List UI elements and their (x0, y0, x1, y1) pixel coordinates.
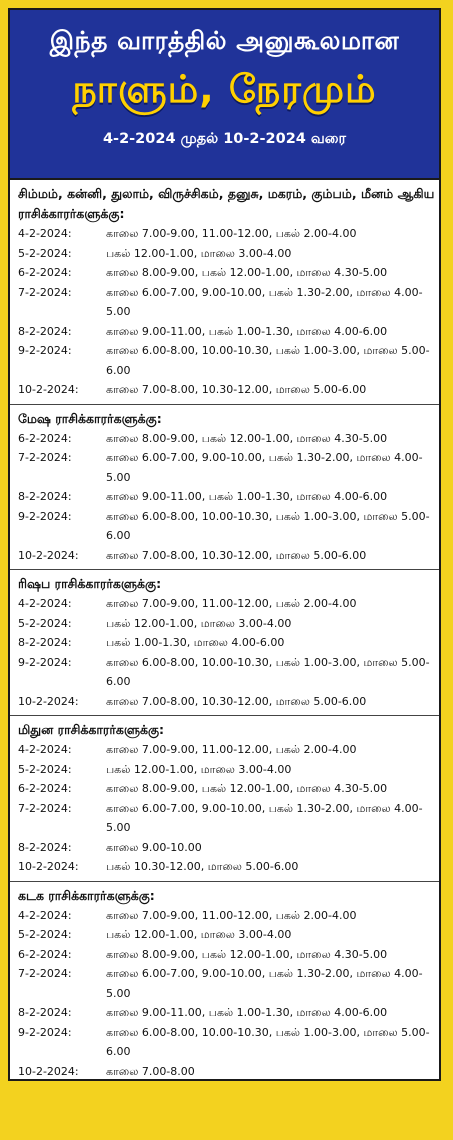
row-times: பகல் 12.00-1.00, மாலை 3.00-4.00 (106, 246, 292, 260)
row-times: காலை 9.00-10.00 (106, 840, 202, 854)
section-title: சிம்மம், கன்னி, துலாம், விருச்சிகம், தனுசு, மகரம், கும்பம், மீனம் ஆகிய ராசிக்காரர்களுக்கு: (18, 186, 435, 221)
row-times: பகல் 12.00-1.00, மாலை 3.00-4.00 (106, 928, 292, 941)
row-times: காலை 6.00-8.00, 10.00-10.30, பகல் 1.00-3.00, மாலை 5.00-6.00 (106, 344, 430, 377)
row-date: 10-2-2024: (18, 1064, 79, 1078)
schedule-row (18, 322, 439, 342)
row-times: காலை 6.00-7.00, 9.00-10.00, பகல் 1.30-2.00, மாலை 4.00-5.00 (106, 285, 423, 318)
row-times: காலை 7.00-9.00, 11.00-12.00, பகல் 2.00-4.00 (106, 227, 357, 240)
header-date-range: 4-2-2024 முதல் 10-2-2024 வரை (102, 131, 347, 147)
schedule-row (18, 594, 439, 614)
schedule-row (18, 1062, 439, 1082)
row-times: காலை 6.00-8.00, 10.00-10.30, பகல் 1.00-3.00, மாலை 5.00-6.00 (106, 509, 430, 542)
row-date: 5-2-2024: (18, 762, 72, 776)
row-date: 6-2-2024: (18, 266, 72, 279)
row-times: காலை 8.00-9.00, பகல் 12.00-1.00, மாலை 4.30-5.00 (106, 431, 388, 445)
row-date: 8-2-2024: (18, 490, 72, 503)
row-date: 9-2-2024: (18, 344, 72, 357)
row-times: பகல் 10.30-12.00, மாலை 5.00-6.00 (106, 860, 299, 873)
row-date: 6-2-2024: (18, 947, 72, 961)
row-date: 7-2-2024: (18, 967, 72, 980)
row-date: 5-2-2024: (18, 928, 72, 941)
schedule-row (18, 341, 439, 380)
header-line1: இந்த வாரத்தில் அனுகூலமான (49, 26, 400, 55)
row-date: 4-2-2024: (18, 597, 72, 610)
rasi-section (10, 405, 439, 571)
row-date: 7-2-2024: (18, 801, 72, 815)
row-date: 6-2-2024: (18, 782, 72, 795)
rasi-section (10, 180, 439, 405)
schedule-row (18, 614, 439, 634)
row-date: 7-2-2024: (18, 285, 72, 299)
row-date: 9-2-2024: (18, 1025, 72, 1039)
row-times: பகல் 1.00-1.30, மாலை 4.00-6.00 (106, 636, 285, 649)
schedule-row (18, 692, 439, 712)
row-times: காலை 9.00-11.00, பகல் 1.00-1.30, மாலை 4.00-6.00 (106, 1006, 388, 1019)
row-times: காலை 6.00-7.00, 9.00-10.00, பகல் 1.30-2.00, மாலை 4.00-5.00 (106, 801, 423, 834)
sections-container (10, 180, 439, 1081)
rasi-section (10, 882, 439, 1082)
schedule-row (18, 1023, 439, 1062)
schedule-row (18, 857, 439, 877)
row-date: 6-2-2024: (18, 431, 72, 445)
row-times: காலை 7.00-8.00, 10.30-12.00, மாலை 5.00-6.00 (106, 548, 367, 562)
row-times: காலை 6.00-8.00, 10.00-10.30, பகல் 1.00-3.00, மாலை 5.00-6.00 (106, 655, 430, 688)
schedule-row (18, 263, 439, 283)
row-times: பகல் 12.00-1.00, மாலை 3.00-4.00 (106, 762, 292, 776)
row-times: காலை 7.00-9.00, 11.00-12.00, பகல் 2.00-4.00 (106, 597, 357, 610)
row-date: 8-2-2024: (18, 636, 72, 649)
rasi-section (10, 570, 439, 716)
schedule-row (18, 964, 439, 1003)
row-date: 8-2-2024: (18, 840, 72, 854)
row-date: 10-2-2024: (18, 383, 79, 396)
schedule-row (18, 429, 439, 449)
schedule-row (18, 283, 439, 322)
row-times: காலை 8.00-9.00, பகல் 12.00-1.00, மாலை 4.30-5.00 (106, 266, 388, 279)
row-times: பகல் 12.00-1.00, மாலை 3.00-4.00 (106, 616, 292, 630)
row-times: காலை 7.00-8.00, 10.30-12.00, மாலை 5.00-6.00 (106, 383, 367, 396)
schedule-row (18, 448, 439, 487)
row-date: 7-2-2024: (18, 451, 72, 464)
section-title: மிதுன ராசிக்காரர்களுக்கு: (18, 722, 165, 737)
schedule-card (8, 8, 441, 1081)
row-date: 10-2-2024: (18, 694, 79, 708)
rasi-section (10, 716, 439, 882)
row-date: 5-2-2024: (18, 246, 72, 260)
row-times: காலை 6.00-8.00, 10.00-10.30, பகல் 1.00-3.00, மாலை 5.00-6.00 (106, 1025, 430, 1058)
schedule-row (18, 838, 439, 858)
schedule-row (18, 653, 439, 692)
row-times: காலை 6.00-7.00, 9.00-10.00, பகல் 1.30-2.00, மாலை 4.00-5.00 (106, 451, 423, 484)
section-title: ரிஷப ராசிக்காரர்களுக்கு: (18, 576, 162, 591)
schedule-row (18, 244, 439, 264)
schedule-row (18, 945, 439, 965)
header-banner (10, 10, 439, 180)
row-date: 9-2-2024: (18, 655, 72, 669)
row-times: காலை 7.00-8.00 (106, 1064, 195, 1078)
row-date: 4-2-2024: (18, 908, 72, 922)
row-times: காலை 8.00-9.00, பகல் 12.00-1.00, மாலை 4.30-5.00 (106, 947, 388, 961)
row-times: காலை 7.00-9.00, 11.00-12.00, பகல் 2.00-4.00 (106, 908, 357, 922)
schedule-row (18, 779, 439, 799)
schedule-row (18, 1003, 439, 1023)
schedule-row (18, 487, 439, 507)
schedule-row (18, 507, 439, 546)
row-times: காலை 6.00-7.00, 9.00-10.00, பகல் 1.30-2.00, மாலை 4.00-5.00 (106, 967, 423, 1000)
header-title: நாளும், நேரமும் (72, 67, 377, 111)
row-date: 4-2-2024: (18, 227, 72, 240)
schedule-row (18, 380, 439, 400)
schedule-row (18, 906, 439, 926)
schedule-row (18, 740, 439, 760)
row-date: 10-2-2024: (18, 860, 79, 873)
row-times: காலை 7.00-8.00, 10.30-12.00, மாலை 5.00-6.00 (106, 694, 367, 708)
row-date: 5-2-2024: (18, 616, 72, 630)
row-times: காலை 8.00-9.00, பகல் 12.00-1.00, மாலை 4.30-5.00 (106, 782, 388, 795)
row-times: காலை 9.00-11.00, பகல் 1.00-1.30, மாலை 4.00-6.00 (106, 324, 388, 338)
row-date: 8-2-2024: (18, 1006, 72, 1019)
row-date: 9-2-2024: (18, 509, 72, 523)
schedule-row (18, 925, 439, 945)
section-title: கடக ராசிக்காரர்களுக்கு: (18, 887, 155, 903)
schedule-row (18, 799, 439, 838)
row-date: 10-2-2024: (18, 548, 79, 562)
row-times: காலை 7.00-9.00, 11.00-12.00, பகல் 2.00-4.00 (106, 743, 357, 756)
row-times: காலை 9.00-11.00, பகல் 1.00-1.30, மாலை 4.00-6.00 (106, 490, 388, 503)
schedule-row (18, 546, 439, 566)
schedule-row (18, 224, 439, 244)
schedule-row (18, 633, 439, 653)
row-date: 8-2-2024: (18, 324, 72, 338)
schedule-row (18, 760, 439, 780)
section-title: மேஷ ராசிக்காரர்களுக்கு: (18, 410, 162, 426)
row-date: 4-2-2024: (18, 743, 72, 756)
